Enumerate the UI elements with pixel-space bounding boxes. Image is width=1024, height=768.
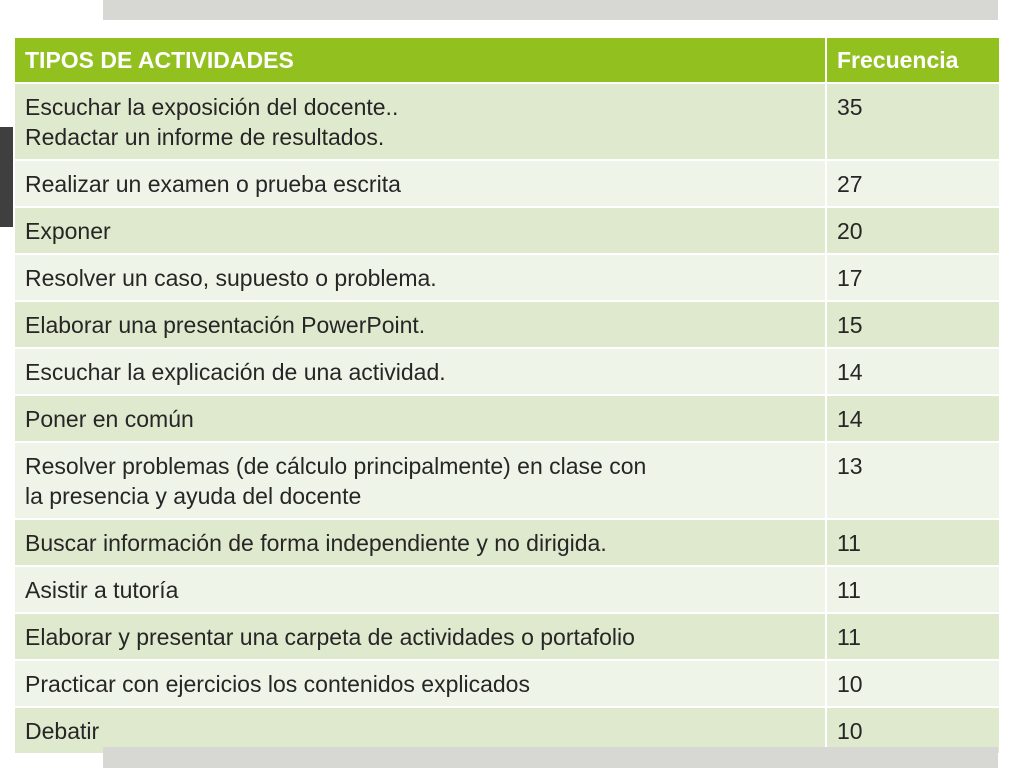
frequency-cell: 17 [826, 254, 1000, 301]
activities-table-container [13, 36, 999, 755]
activity-cell [14, 566, 826, 613]
activity-text: Practicar con ejercicios los contenidos explicados [25, 671, 530, 697]
header-activity-types: TIPOS DE ACTIVIDADES [14, 37, 826, 83]
activity-cell [14, 519, 826, 566]
activity-cell [14, 301, 826, 348]
frequency-cell: 11 [826, 519, 1000, 566]
activity-text: Redactar un informe de resultados. [25, 124, 385, 150]
activity-text: Asistir a tutoría [25, 577, 179, 603]
activity-text: Buscar información de forma independiente y no dirigida. [25, 530, 607, 556]
activity-cell [14, 254, 826, 301]
activity-text: Elaborar una presentación PowerPoint. [25, 312, 426, 338]
top-decor-bar [103, 0, 998, 20]
frequency-cell: 35 [826, 83, 1000, 160]
activity-text: Poner en común [25, 406, 194, 432]
activity-cell [14, 442, 826, 519]
activity-text: Resolver un caso, supuesto o problema. [25, 265, 437, 291]
activity-text: Debatir [25, 718, 100, 744]
table-row [14, 254, 1000, 301]
activity-cell [14, 207, 826, 254]
table-row [14, 519, 1000, 566]
activity-cell [14, 613, 826, 660]
frequency-cell: 14 [826, 395, 1000, 442]
table-row [14, 160, 1000, 207]
table-header-row [14, 37, 1000, 83]
activity-text: Escuchar la exposición del docente.. [25, 94, 399, 120]
frequency-cell: 11 [826, 613, 1000, 660]
table-row [14, 83, 1000, 160]
activity-text: Resolver problemas (de cálculo principalmente) en clase con [25, 453, 647, 479]
activity-text: Elaborar y presentar una carpeta de actividades o portafolio [25, 624, 635, 650]
table-row [14, 395, 1000, 442]
table-row [14, 442, 1000, 519]
frequency-cell: 11 [826, 566, 1000, 613]
frequency-cell: 15 [826, 301, 1000, 348]
activity-cell [14, 160, 826, 207]
frequency-cell: 10 [826, 707, 1000, 754]
activity-text: Exponer [25, 218, 111, 244]
activity-text: Escuchar la explicación de una actividad. [25, 359, 446, 385]
table-body [14, 83, 1000, 754]
activity-cell [14, 395, 826, 442]
table-row [14, 348, 1000, 395]
activity-text: la presencia y ayuda del docente [25, 483, 362, 509]
table-row [14, 566, 1000, 613]
activity-cell [14, 348, 826, 395]
activity-text: Realizar un examen o prueba escrita [25, 171, 401, 197]
frequency-cell: 14 [826, 348, 1000, 395]
activity-cell [14, 83, 826, 160]
header-frequency: Frecuencia [826, 37, 1000, 83]
table-row [14, 301, 1000, 348]
frequency-cell: 10 [826, 660, 1000, 707]
bottom-decor-bar [103, 747, 998, 768]
side-accent-bar [0, 127, 13, 227]
frequency-cell: 13 [826, 442, 1000, 519]
table-row [14, 613, 1000, 660]
activity-cell [14, 660, 826, 707]
table-row [14, 207, 1000, 254]
activities-table [13, 36, 1001, 755]
frequency-cell: 20 [826, 207, 1000, 254]
frequency-cell: 27 [826, 160, 1000, 207]
table-row [14, 660, 1000, 707]
